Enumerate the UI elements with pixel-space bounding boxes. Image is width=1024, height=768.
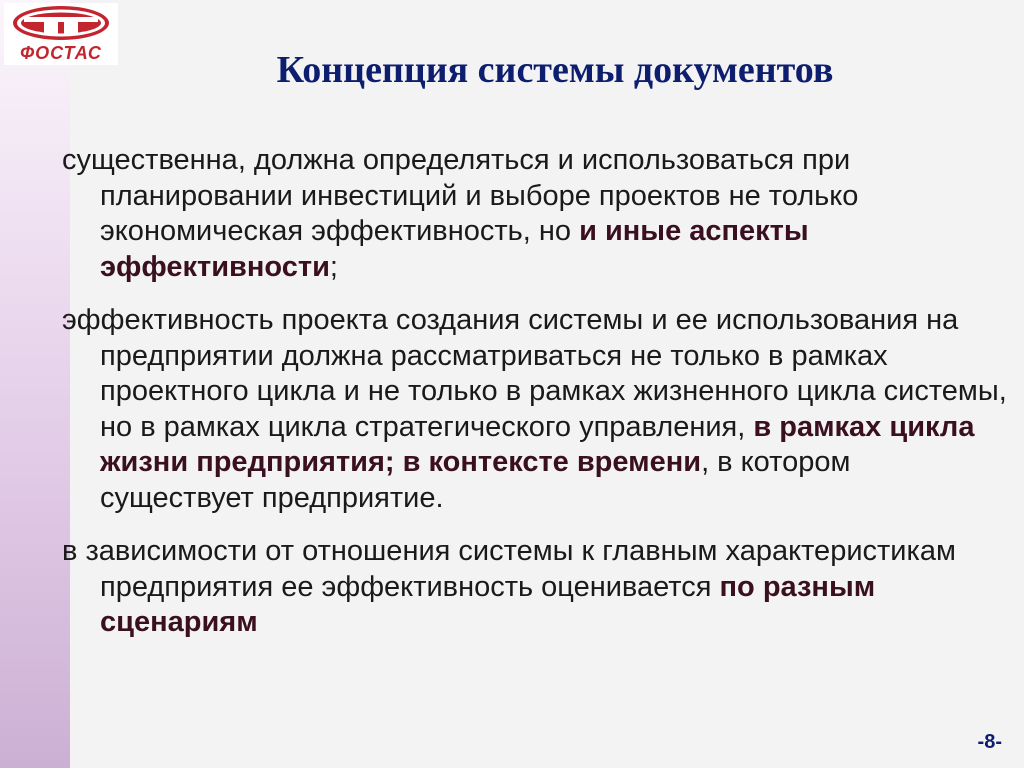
paragraph-1-emphasis: и иные аспекты эффективности xyxy=(100,215,809,283)
paragraph-1 xyxy=(62,143,1012,285)
paragraph-2-text-2: , в котором существует предприятие. xyxy=(100,446,851,514)
page-title: Концепция системы документов xyxy=(276,49,834,91)
paragraph-1-text-1: существенна, должна определяться и использоваться при планировании инвестиций и выборе проектов не только экономическая эффективность, но xyxy=(62,144,859,247)
paragraph-3-emphasis: по разным сценариям xyxy=(100,570,876,638)
paragraph-3-text-1: в зависимости от отношения системы к главным характеристикам предприятия ее эффективность оценивается xyxy=(62,535,956,603)
paragraph-2-text-1: эффективность проекта создания системы и ее использования на предприятии должна рассматриваться не только в рамках проектного цикла и не только в рамках жизненного цикла системы, но в рамках цикла стратегического управления, xyxy=(62,304,1007,443)
page-number: -8- xyxy=(977,731,1002,753)
paragraph-2-emphasis: в рамках цикла жизни предприятия; в контексте времени xyxy=(100,410,975,478)
side-band xyxy=(0,0,70,768)
logo xyxy=(4,3,118,65)
paragraph-1-text-2: ; xyxy=(329,250,338,283)
paragraph-2 xyxy=(62,303,1012,516)
content xyxy=(62,143,1012,659)
logo-text: ФОСТАС xyxy=(20,43,102,63)
paragraph-3 xyxy=(62,534,1012,641)
